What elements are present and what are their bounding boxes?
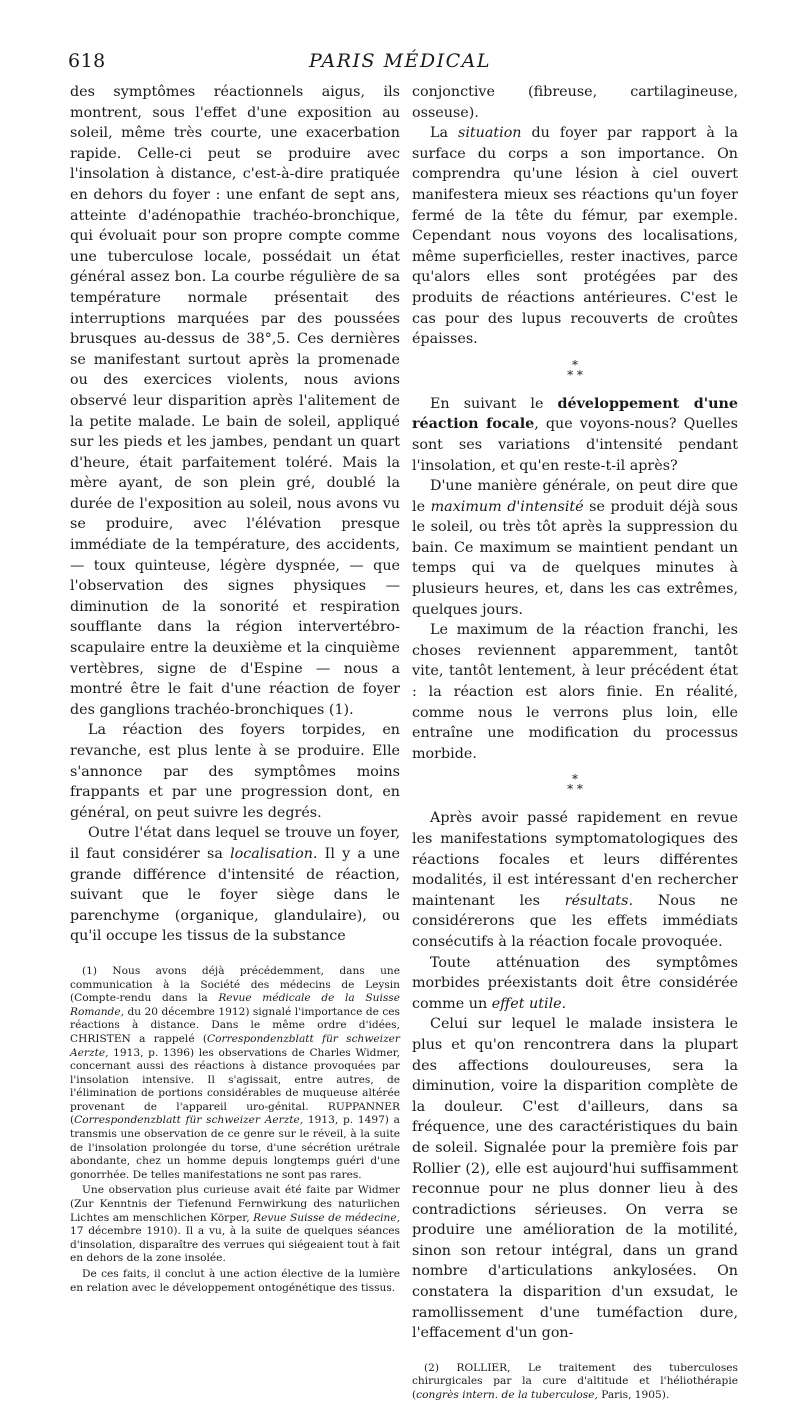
page-header [68, 50, 732, 76]
text-run: Nous ne considérerons que les effets immédiats consécutifs à la réaction focale provoquée. [412, 892, 739, 950]
text-run: , que voyons-nous? Quelles sont ses variations d'intensité pendant l'insolation, et qu'en reste-t-il après? [412, 416, 738, 474]
footnote [412, 1362, 738, 1403]
emphasis: Correspondenzblatt für schweizer Aerzte, [70, 1032, 400, 1059]
paragraph: Celui sur lequel le malade insistera le plus et qu'on rencontrera dans la plupart des affections douloureuses, sera la diminution, voire la disparition complète de la douleur. C'est d'ailleurs, dans sa fréquence, une des caractéristiques du bain de soleil. Signalée pour la première fois par Rollier (2), elle est aujourd'hui suffisamment reconnue pour ne plus donner lieu à des contradictions sérieuses. On verra se produire une amélioration de la motilité, sinon son retour intégral, dans un grand nombre d'articulations ankylosées. On constatera la disparition d'un exsudat, le ramollissement d'une tuméfaction dure, l'effacement d'un gon- [412, 1016, 738, 1342]
paragraph: conjonctive (fibreuse, cartilagineuse, osseuse). [412, 84, 738, 121]
text-run: 1913, p. 1497) a transmis une observation de ce genre sur le réveil, à la suite de l'insolation prolongée du torse, d'une sécrétion urétrale abondante, chez un homme depuis longtemps guéri d'une gonorrhée. De telles manifestations ne sont pas rares. [70, 1114, 400, 1181]
asterism-top: * [572, 357, 578, 372]
text-run: Outre l'état dans lequel se trouve un foyer, il faut considérer sa [70, 825, 400, 862]
paragraph: des symptômes réactionnels aigus, ils montrent, sous l'effet d'une exposition au soleil, même très courte, une exacerbation rapide. Celle-ci peut se produire avec l'insolation à distance, c'est-à-dire pratiquée en dehors du foyer : une enfant de sept ans, atteinte d'adénopathie trachéo-bronchique, qui évoluait pour son propre compte comme une tuberculose locale, possédait un état général assez bon. La courbe régulière de sa température normale présentait des interruptions marquées par des poussées brusques au-dessus de 38°,5. Ces dernières se manifestant surtout après la promenade ou des exercices violents, nous avions observé leur disparition après l'alitement de la petite malade. Le bain de soleil, appliqué sur les pieds et les jambes, pendant un quart d'heure, était parfaitement toléré. Mais la mère ayant, de son plein gré, doublé la durée de l'exposition au soleil, nous avons vu se produire, avec l'élévation presque immédiate de la température, des accidents, — toux quinteuse, légère dyspnée, — que l'observation des signes physiques — diminution de la sonorité et respiration soufflante dans la région intervertébro-scapulaire entre la deuxième et la cinquième vertèbres, signe de d'Espine — nous a montré être le fait d'une réaction de foyer des ganglions trachéo-bronchiques (1). [70, 84, 400, 718]
paragraph: La réaction des foyers torpides, en revanche, est plus lente à se produire. Elle s'annonce par des symptômes moins frappants et par une progression dont, en général, on peut suivre les degrés. [70, 722, 400, 821]
emphasis: résultats. [564, 892, 634, 909]
text-run: La [430, 125, 458, 142]
text-run: Toute atténuation des symptômes morbides préexistants doit être considérée comme un [412, 954, 738, 1012]
paragraph [412, 476, 738, 620]
text-run: 17 décembre 1910). Il a vu, à la suite de quelques séances d'insolation, disparaître des verrues qui siégeaient tout à fait en dehors de la zone insolée. [70, 1225, 400, 1265]
paragraph [412, 394, 738, 476]
footnote: De ces faits, il conclut à une action élective de la lumière en relation avec le développement ontogénétique des tissus. [70, 1268, 400, 1294]
page-number: 618 [68, 50, 106, 72]
bold-term: développement d'une réaction focale [412, 395, 738, 433]
text-run: 1913, p. 1396) les observations de Charles Widmer, concernant aussi des réactions à distance provoquées par l'insolation intensive. Il s'agissait, entre autres, de l'élimination de portions considérables de muqueuse altérée provenant de l'appareil uro-génital. RUPPANNER ( [70, 1046, 400, 1127]
emphasis: Correspondenzblatt für schweizer Aerzte, [74, 1114, 304, 1127]
right-column [412, 82, 738, 1405]
emphasis: Revue médicale de la Suisse Romande, [70, 992, 400, 1018]
asterism-divider [412, 772, 738, 797]
asterism-top: * [572, 772, 578, 787]
asterism-bottom: * * [567, 367, 583, 382]
emphasis: Revue Suisse de médecine, [253, 1211, 400, 1224]
text-run: (2) ROLLIER, Le traitement des tuberculoses chirurgicales par la cure d'altitude et l'héliothérapie ( [412, 1361, 738, 1402]
emphasis: congrès intern. de la tuberculose, [416, 1389, 598, 1402]
footnote [70, 1184, 400, 1266]
text-run: du foyer par rapport à la surface du corps a son importance. On comprendra qu'une lésion à ciel ouvert manifestera mieux ses réactions qu'un foyer fermé de la tête du fémur, par exemple. Cependant nous voyons des localisations, même superficielles, rester inactives, parce qu'alors elles sont protégées par des produits de réactions antérieures. C'est le cas pour des lupus recouverts de croûtes épaisses. [412, 125, 738, 348]
footnote [70, 965, 400, 1183]
footnotes [412, 1362, 738, 1403]
footnotes [70, 965, 400, 1295]
paragraph: Le maximum de la réaction franchi, les choses reviennent apparemment, tantôt vite, tantôt lentement, à leur précédent état : la réaction est alors finie. En réalité, comme nous le verrons plus loin, elle entraîne une modification du processus morbide. [412, 622, 738, 762]
text-run: En suivant le [430, 395, 558, 412]
text-run: se produit déjà sous le soleil, ou très tôt après la suppression du bain. Ce maximum se maintient pendant un temps qui va de quelques minutes à plusieurs heures, et, dans les cas extrêmes, quelques jours. [412, 498, 738, 618]
paragraph [412, 808, 738, 952]
paragraph [412, 123, 738, 350]
paragraph [412, 953, 738, 1015]
text-run: D'une manière générale, on peut dire que le [412, 478, 738, 515]
text-run: (1) Nous avons déjà précédemment, dans une communication à la Société des médecins de Leysin (Compte-rendu dans la [70, 964, 400, 1005]
emphasis: localisation. [230, 845, 318, 862]
text-run: du 20 décembre 1912) signalé l'importance de ces réactions à distance. Dans le même ordre d'idées, CHRISTEN a rappelé ( [70, 1005, 400, 1045]
left-column [70, 82, 400, 1297]
emphasis: maximum d'intensité [430, 498, 584, 515]
asterism-divider [412, 357, 738, 382]
asterism-bottom: * * [567, 782, 583, 797]
text-run: Paris, 1905). [597, 1389, 670, 1402]
paragraph [70, 823, 400, 947]
text-run: Il y a une grande différence d'intensité de réaction, suivant que le foyer siège dans le parenchyme (organique, glandulaire), ou qu'il occupe les tissus de la substance [70, 845, 400, 945]
running-title: PARIS MÉDICAL [308, 50, 492, 72]
text-run: Après avoir passé rapidement en revue les manifestations symptomatologiques des réactions focales et leurs différentes modalités, il est intéressant d'en rechercher maintenant les [412, 810, 738, 909]
emphasis: situation [458, 125, 522, 142]
emphasis: effet utile. [491, 995, 567, 1012]
text-run: Une observation plus curieuse avait été faite par Widmer (Zur Kenntnis der Tiefenund Fernwirkung des naturlichen Lichtes am menschlichen Körper, [70, 1184, 400, 1224]
